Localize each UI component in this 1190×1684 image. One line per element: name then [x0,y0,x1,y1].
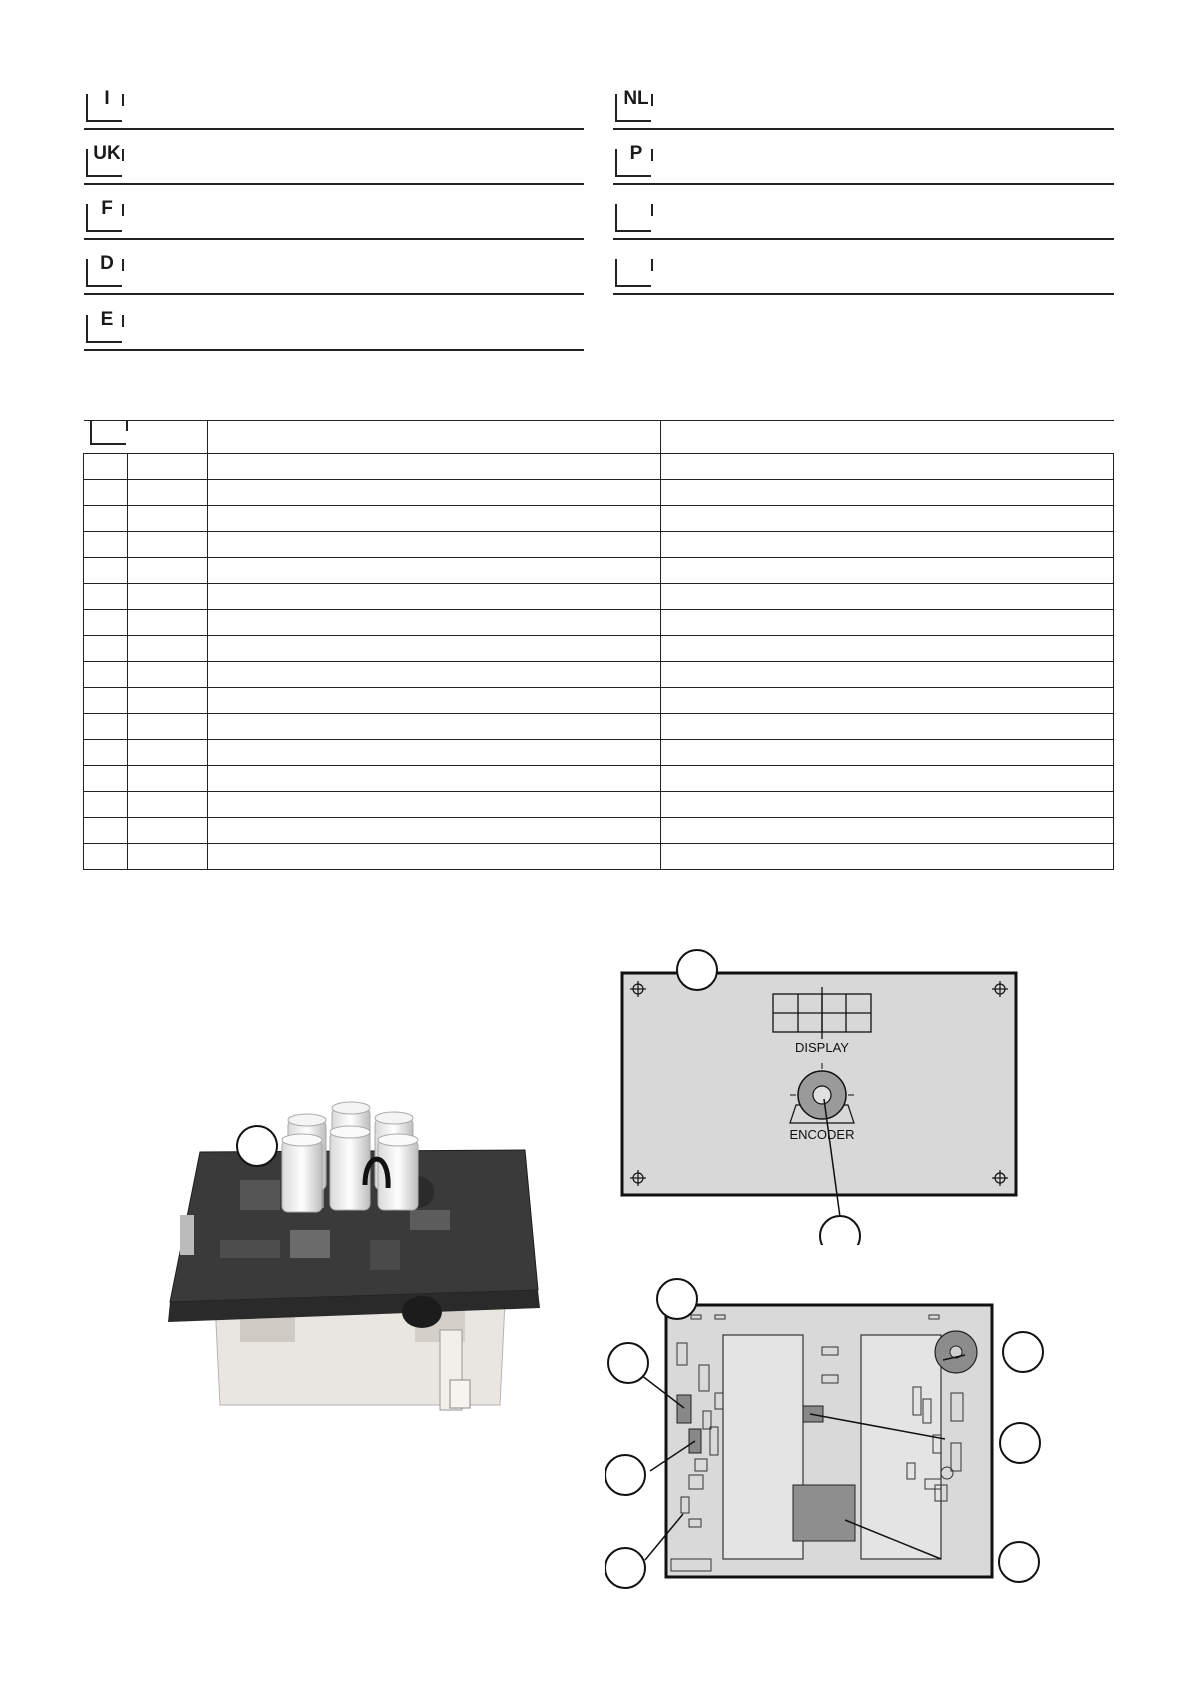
table-cell [84,792,128,818]
table-cell [128,844,208,870]
table-cell [84,610,128,636]
parts-table-header-cell [84,421,208,454]
table-cell [661,740,1114,766]
callout-circle [237,1126,277,1166]
divider [84,183,584,185]
parts-table-header [84,421,1114,454]
table-cell [128,636,208,662]
display-panel-figure [610,945,1030,1245]
parts-table-header-cell [661,421,1114,454]
cable-connector [450,1380,470,1408]
pcb-layout-figure [605,1275,1050,1593]
divider [84,128,584,130]
table-row [84,584,1114,610]
divider [84,238,584,240]
table-cell [84,818,128,844]
callout-circle [605,1455,645,1495]
table-cell [661,766,1114,792]
table-row [84,454,1114,480]
language-code-box: NL [615,94,651,122]
table-cell [128,662,208,688]
table-cell [84,844,128,870]
table-cell [208,844,661,870]
table-cell [128,584,208,610]
table-cell [208,740,661,766]
table-cell [84,740,128,766]
table-row [84,558,1114,584]
table-row [84,480,1114,506]
table-cell [128,558,208,584]
microcontroller [793,1485,855,1541]
table-cell [128,714,208,740]
table-cell [208,818,661,844]
table-cell [128,506,208,532]
table-cell [128,688,208,714]
table-cell [661,844,1114,870]
language-row-nl [613,90,1114,130]
board-photo-figure [160,1040,560,1450]
callout-circle [657,1279,697,1319]
table-row [84,610,1114,636]
table-cell [208,688,661,714]
table-cell [208,480,661,506]
table-cell [84,454,128,480]
divider [613,128,1114,130]
table-row [84,766,1114,792]
language-row-e [84,311,584,351]
divider [613,238,1114,240]
language-code-box [90,421,126,445]
table-row [84,844,1114,870]
table-cell [128,740,208,766]
parts-table [83,420,1114,870]
table-cell [128,480,208,506]
language-code-box: E [86,315,122,343]
table-cell [661,792,1114,818]
language-row-blank-2 [613,255,1114,295]
table-cell [208,766,661,792]
table-cell [661,688,1114,714]
language-code-box: UK [86,149,122,177]
table-row [84,818,1114,844]
table-cell [661,662,1114,688]
table-row [84,688,1114,714]
callout-circle [677,950,717,990]
language-row-i [84,90,584,130]
language-row-f [84,200,584,240]
language-code-box: P [615,149,651,177]
language-row-uk [84,145,584,185]
ic-socket [861,1335,941,1559]
table-cell [84,584,128,610]
table-cell [661,636,1114,662]
language-row-d [84,255,584,295]
table-cell [208,558,661,584]
capacitor [282,1140,322,1212]
divider [613,293,1114,295]
table-cell [84,688,128,714]
table-cell [128,454,208,480]
callout-circle [820,1216,860,1245]
table-cell [208,662,661,688]
table-cell [84,636,128,662]
ic-socket [723,1335,803,1559]
divider [613,183,1114,185]
highlighted-component [677,1395,691,1423]
display-label: DISPLAY [795,1040,849,1055]
table-cell [128,792,208,818]
table-cell [661,610,1114,636]
table-row [84,532,1114,558]
table-row [84,636,1114,662]
parts-table-header-cell [208,421,661,454]
encoder-label: ENCODER [789,1127,855,1142]
connector [180,1215,194,1255]
callout-circle [608,1343,648,1383]
capacitor [330,1132,370,1210]
table-row [84,506,1114,532]
table-row [84,714,1114,740]
encoder-knob [402,1296,442,1328]
table-cell [208,532,661,558]
table-cell [128,610,208,636]
divider [84,293,584,295]
component [410,1210,450,1230]
table-cell [208,610,661,636]
table-cell [661,818,1114,844]
table-cell [208,506,661,532]
table-cell [84,714,128,740]
table-cell [661,532,1114,558]
table-row [84,662,1114,688]
table-cell [661,480,1114,506]
table-cell [208,454,661,480]
table-cell [84,532,128,558]
table-cell [84,506,128,532]
table-cell [208,714,661,740]
language-row-p [613,145,1114,185]
table-cell [661,558,1114,584]
capacitor [378,1140,418,1210]
language-code-box [615,204,651,232]
table-cell [84,766,128,792]
table-cell [84,480,128,506]
table-cell [661,584,1114,610]
language-code-box: I [86,94,122,122]
component [220,1240,280,1258]
table-cell [208,792,661,818]
callout-circle [1003,1332,1043,1372]
table-cell [208,636,661,662]
table-cell [661,714,1114,740]
table-row [84,740,1114,766]
language-row-blank-1 [613,200,1114,240]
table-cell [128,532,208,558]
callout-circle [1000,1423,1040,1463]
table-cell [84,558,128,584]
table-cell [208,584,661,610]
capacitor-bank [282,1102,418,1212]
table-cell [84,662,128,688]
component [290,1230,330,1258]
table-row [84,792,1114,818]
callout-circle [605,1548,645,1588]
language-code-box: F [86,204,122,232]
language-code-box: D [86,259,122,287]
component [370,1240,400,1270]
table-cell [661,506,1114,532]
parts-table-body [84,454,1114,870]
table-cell [128,766,208,792]
table-cell [128,818,208,844]
divider [84,349,584,351]
callout-circle [999,1542,1039,1582]
language-code-box [615,259,651,287]
table-cell [661,454,1114,480]
component [240,1180,280,1210]
